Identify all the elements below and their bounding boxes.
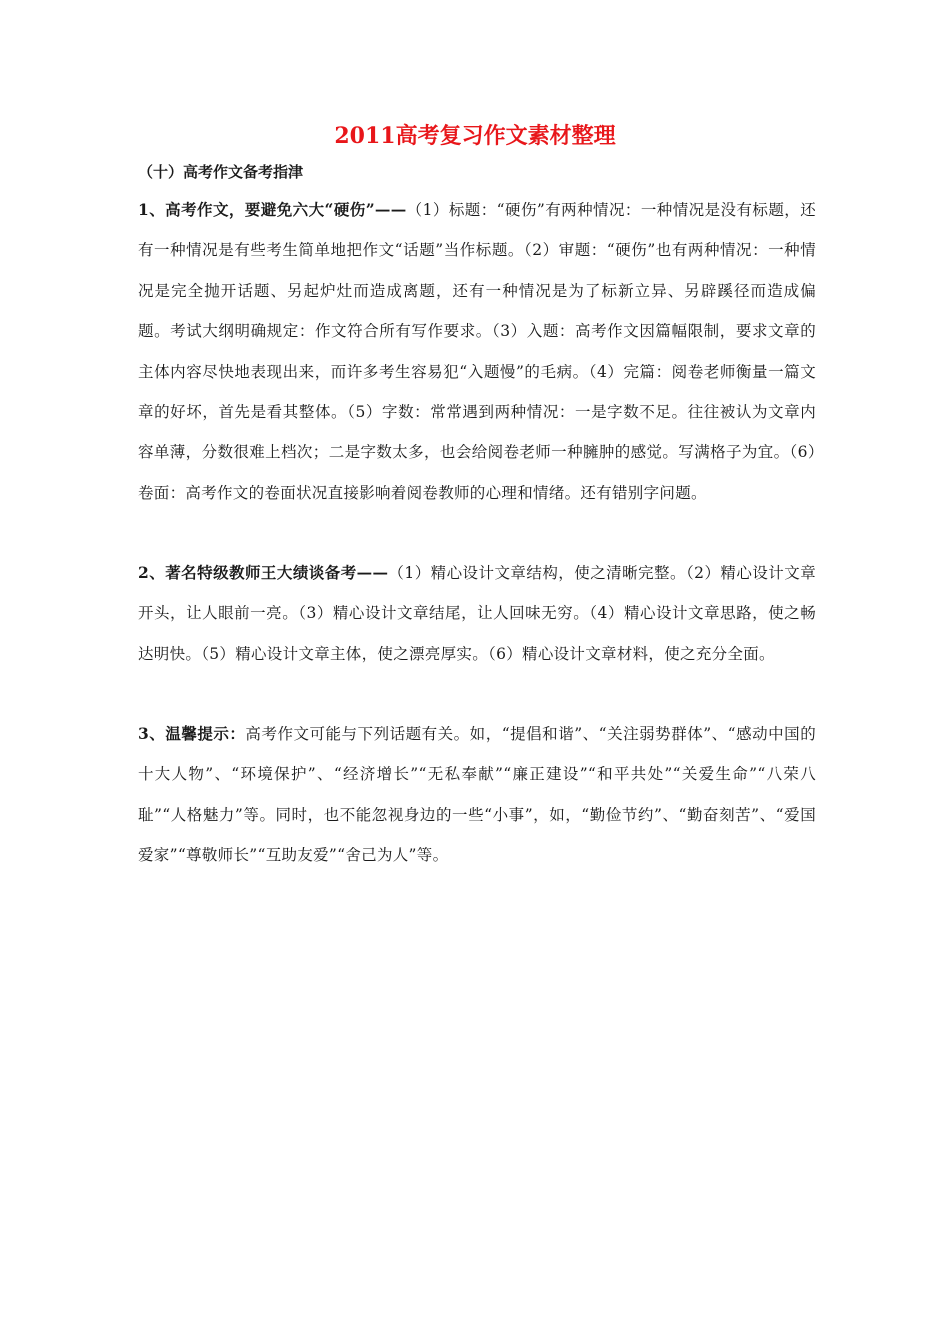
paragraph-teacher-advice bbox=[138, 553, 816, 674]
section-heading: （十）高考作文备考指津 bbox=[138, 163, 304, 181]
paragraph-avoid-flaws bbox=[138, 190, 816, 513]
paragraph-body: 高考作文可能与下列话题有关。如，“提倡和谐”、“关注弱势群体”、“感动中国的十大人物”、“环境保护”、“经济增长”“无私奉献”“廉正建设”“和平共处”“关爱生命”“八荣八耻”“人格魅力”等。同时，也不能忽视身边的一些“小事”，如，“勤俭节约”、“勤奋刻苦”、“爱国爱家”“尊敬师长”“互助友爱”“舍己为人”等。 bbox=[138, 725, 816, 865]
paragraph-lead: 1、高考作文，要避免六大“硬伤”—— bbox=[138, 200, 407, 219]
paragraph-lead: 2、著名特级教师王大绩谈备考—— bbox=[138, 563, 389, 582]
paragraph-body: （1）标题：“硬伤”有两种情况：一种情况是没有标题，还有一种情况是有些考生简单地把作文“话题”当作标题。（2）审题：“硬伤”也有两种情况：一种情况是完全抛开话题、另起炉灶而造成离题，还有一种情况是为了标新立异、另辟蹊径而造成偏题。考试大纲明确规定：作文符合所有写作要求。（3）入题：高考作文因篇幅限制，要求文章的主体内容尽快地表现出来，而许多考生容易犯“入题慢”的毛病。（4）完篇：阅卷老师衡量一篇文章的好坏，首先是看其整体。（5）字数：常常遇到两种情况：一是字数不足。往往被认为文章内容单薄，分数很难上档次；二是字数太多，也会给阅卷老师一种臃肿的感觉。写满格子为宜。（6）卷面：高考作文的卷面状况直接影响着阅卷教师的心理和情绪。还有错别字问题。 bbox=[138, 201, 816, 502]
paragraph-lead: 3、温馨提示： bbox=[138, 724, 246, 743]
document-title: 2011高考复习作文素材整理 bbox=[334, 123, 616, 149]
paragraph-body: （1）精心设计文章结构，使之清晰完整。（2）精心设计文章开头，让人眼前一亮。（3）精心设计文章结尾，让人回味无穷。（4）精心设计文章思路，使之畅达明快。（5）精心设计文章主体，使之漂亮厚实。（6）精心设计文章材料，使之充分全面。 bbox=[138, 564, 816, 663]
paragraph-tips bbox=[138, 714, 816, 876]
